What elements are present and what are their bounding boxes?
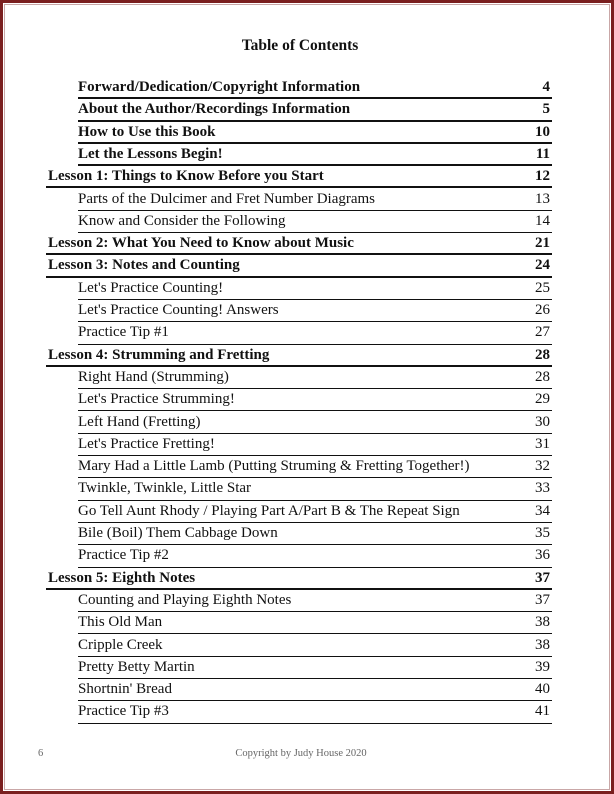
toc-page-number: 4	[542, 79, 550, 95]
toc-entry-row	[78, 300, 552, 322]
toc-entry-row	[78, 523, 552, 545]
toc-page-number: 35	[535, 525, 550, 541]
toc-entry-title: Parts of the Dulcimer and Fret Number Diagrams	[78, 190, 376, 207]
toc-entry-row	[78, 389, 552, 411]
toc-entry-title: Know and Consider the Following	[78, 212, 286, 229]
toc-entry-row	[78, 189, 552, 211]
toc-entry-row	[78, 501, 552, 523]
toc-page-number: 12	[535, 168, 550, 185]
toc-entry-row	[78, 590, 552, 612]
toc-entry-title: Let's Practice Fretting!	[78, 435, 215, 452]
toc-entry-title: Let's Practice Counting!	[78, 279, 224, 296]
toc-entry-title: Right Hand (Strumming)	[78, 368, 229, 385]
toc-page-number: 39	[535, 658, 550, 675]
toc-entry-row	[78, 278, 552, 300]
toc-page-number: 31	[535, 435, 550, 452]
toc-entry-title: Let's Practice Strumming!	[78, 391, 235, 408]
toc-front-row	[78, 99, 552, 121]
toc-entry-title: Left Hand (Fretting)	[78, 413, 201, 430]
toc-entry-title: Bile (Boil) Them Cabbage Down	[78, 525, 278, 541]
toc-entry-title: Lesson 2: What You Need to Know about Music	[48, 235, 354, 252]
toc-entry-title: Cripple Creek	[78, 636, 163, 653]
toc-lesson-row	[46, 233, 552, 255]
toc-entry-row	[78, 657, 552, 679]
toc-entry-row	[78, 367, 552, 389]
toc-entry-title: About the Author/Recordings Information	[78, 101, 351, 118]
toc-entry-title: Practice Tip #3	[78, 703, 169, 720]
toc-entry-title: How to Use this Book	[78, 123, 216, 140]
toc-page-number: 40	[535, 681, 550, 698]
toc-entry-title: Let's Practice Counting! Answers	[78, 302, 279, 318]
toc-entry-row	[78, 478, 552, 500]
toc-page-number: 37	[535, 569, 550, 586]
toc-page-number: 10	[535, 123, 550, 140]
footer-page-number: 6	[38, 748, 44, 759]
toc-page-number: 28	[535, 346, 550, 363]
toc-page-number: 11	[535, 145, 550, 162]
toc-page-number: 34	[535, 502, 550, 519]
toc-page-number: 21	[535, 235, 550, 252]
toc-page-number: 37	[535, 591, 550, 608]
toc-entry-title: This Old Man	[78, 614, 163, 631]
toc-entry-row	[78, 701, 552, 723]
toc-entry-title: Go Tell Aunt Rhody / Playing Part A/Part B & The Repeat Sign	[78, 502, 460, 519]
toc-entry-row	[78, 412, 552, 434]
toc-entry-row	[78, 456, 552, 478]
toc-entry-row	[78, 434, 552, 456]
toc-lesson-row	[46, 568, 552, 590]
toc-entry-row	[78, 679, 552, 701]
toc-page-number: 41	[535, 703, 550, 720]
toc-page-number: 27	[535, 324, 550, 341]
toc-entry-title: Shortnin' Bread	[78, 681, 172, 698]
toc-entry-row	[78, 322, 552, 344]
toc-page-number: 30	[535, 413, 550, 430]
toc-entry-row	[78, 635, 552, 657]
toc-front-row	[78, 77, 552, 99]
toc-entry-title: Twinkle, Twinkle, Little Star	[78, 480, 252, 497]
footer-copyright: Copyright by Judy House 2020	[235, 748, 367, 759]
toc-entry-title: Practice Tip #2	[78, 547, 169, 564]
toc-entry-row	[78, 612, 552, 634]
toc-page-number: 32	[535, 458, 550, 475]
toc-entry-row	[78, 545, 552, 567]
toc-entry-title: Lesson 3: Notes and Counting	[48, 257, 240, 274]
toc-entry-row	[78, 211, 552, 233]
toc-page-number: 29	[535, 391, 550, 408]
page-title: Table of Contents	[241, 37, 359, 54]
toc-entry-title: Forward/Dedication/Copyright Information	[78, 79, 361, 95]
toc-page-number: 25	[535, 279, 550, 296]
toc-page-number: 26	[535, 302, 550, 318]
toc-page-number: 13	[535, 190, 550, 207]
toc-lesson-row	[46, 255, 552, 277]
toc-page-number: 14	[535, 212, 550, 229]
toc-page-number: 38	[535, 614, 550, 631]
toc-front-row	[78, 144, 552, 166]
toc-entry-title: Practice Tip #1	[78, 324, 169, 341]
toc-page-number: 5	[542, 101, 550, 118]
toc-page-number: 28	[535, 368, 550, 385]
toc-lesson-row	[46, 345, 552, 367]
toc-entry-title: Pretty Betty Martin	[78, 658, 195, 675]
toc-entry-title: Mary Had a Little Lamb (Putting Struming & Fretting Together!)	[78, 458, 470, 475]
toc-entry-title: Let the Lessons Begin!	[78, 145, 223, 162]
toc-entry-title: Lesson 1: Things to Know Before you Start	[48, 168, 324, 185]
toc-entry-title: Lesson 5: Eighth Notes	[48, 569, 196, 586]
toc-page-number: 33	[535, 480, 550, 497]
toc-page-number: 24	[535, 257, 550, 274]
toc-entry-title: Counting and Playing Eighth Notes	[78, 591, 292, 608]
toc-entry-title: Lesson 4: Strumming and Fretting	[48, 346, 270, 363]
toc-front-row	[78, 122, 552, 144]
toc-lesson-row	[46, 166, 552, 188]
toc-page-number: 36	[535, 547, 550, 564]
toc-page-number: 38	[535, 636, 550, 653]
